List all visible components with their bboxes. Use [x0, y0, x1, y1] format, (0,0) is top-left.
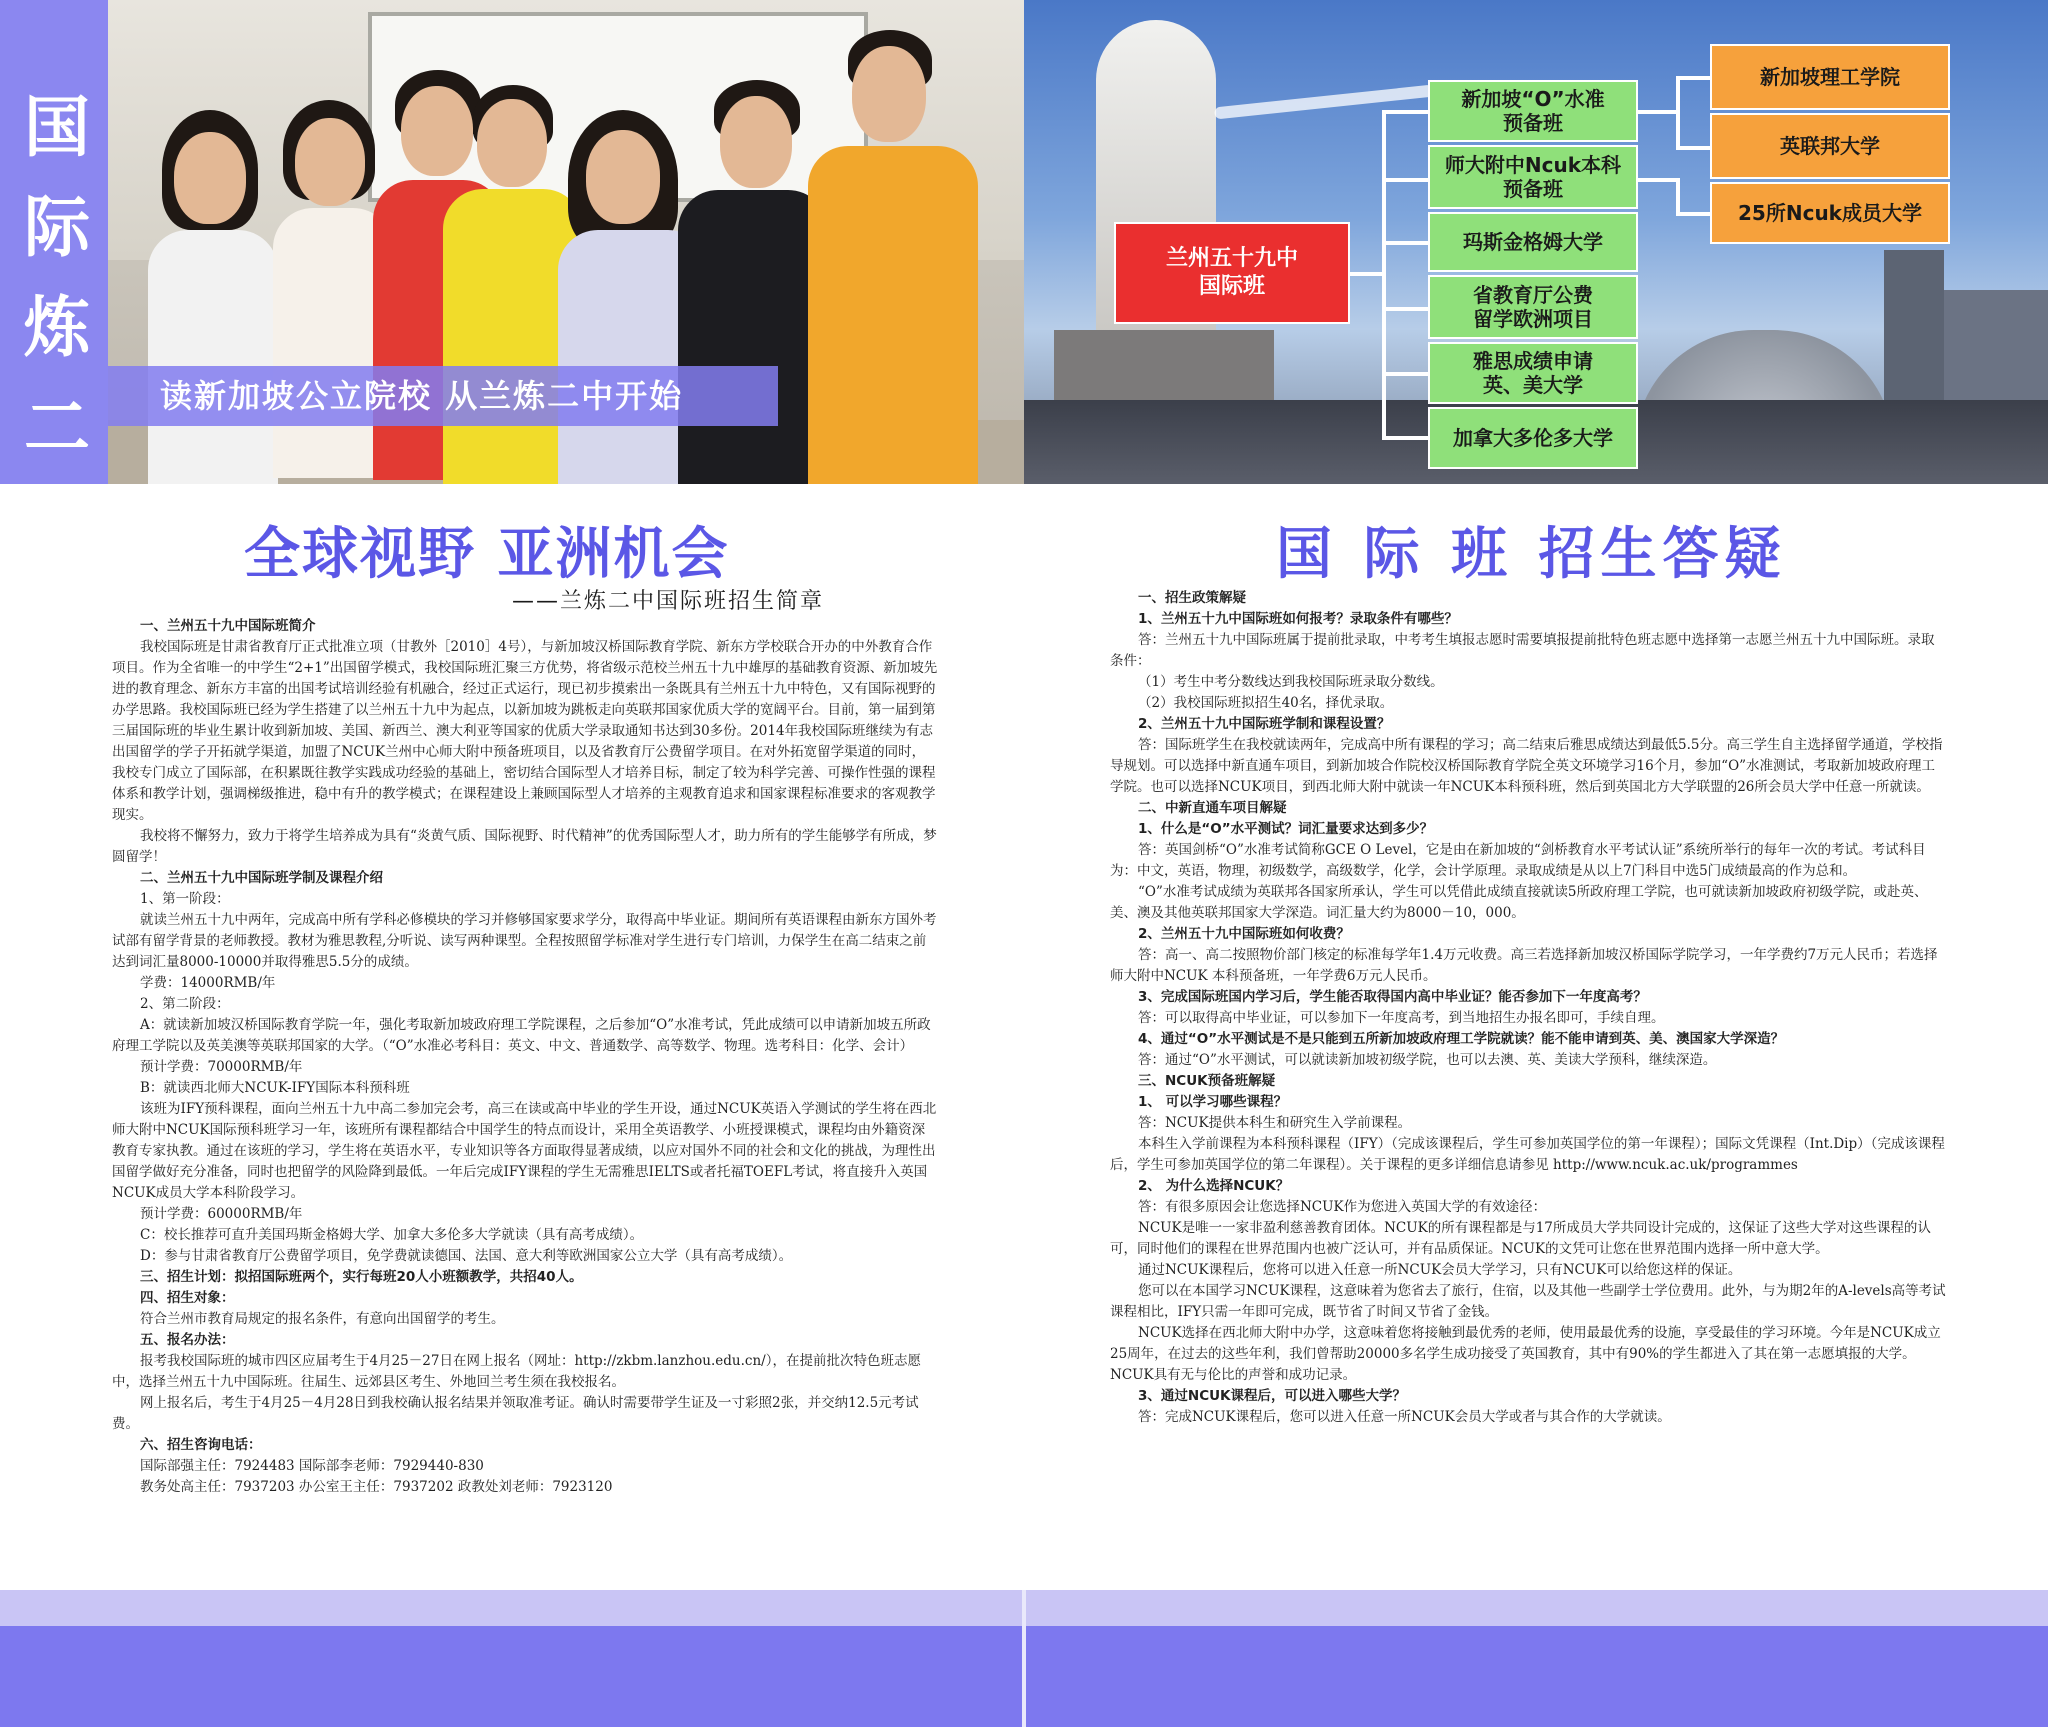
- section-heading: 4、通过“O”水平测试是不是只能到五所新加坡政府理工学院就读？能不能申请到英、美、澳国家大学深造？: [1138, 1031, 1785, 1047]
- paragraph: 通过NCUK课程后，您将可以进入任意一所NCUK会员大学学习，只有NCUK可以给您这样的保证。: [1138, 1262, 1742, 1278]
- pathway-box: 雅思成绩申请 英、美大学: [1428, 342, 1638, 404]
- section-heading: 2、兰州五十九中国际班学制和课程设置？: [1138, 716, 1391, 732]
- paragraph: 我校将不懈努力，致力于将学生培养成为具有“炎黄气质、国际视野、时代精神”的优秀国际型人才，助力所有的学生能够学有所成，梦圆留学！: [112, 828, 937, 865]
- destination-box: 新加坡理工学院: [1710, 44, 1950, 110]
- paragraph: D：参与甘肃省教育厅公费留学项目，免学费就读德国、法国、意大利等欧洲国家公立大学（具有高考成绩）。: [140, 1248, 793, 1264]
- section-heading: 1、 可以学习哪些课程？: [1138, 1094, 1288, 1110]
- section-heading: 二、兰州五十九中国际班学制及课程介绍: [140, 870, 383, 886]
- section-heading: 一、兰州五十九中国际班简介: [140, 618, 316, 634]
- paragraph: 答：NCUK提供本科生和研究生入学前课程。: [1138, 1115, 1412, 1131]
- slogan-text: 读新加坡公立院校 从兰炼二中开始: [160, 377, 684, 415]
- pathway-box: 新加坡“O”水准 预备班: [1428, 80, 1638, 142]
- left-subtitle: ——兰炼二中国际班招生简章: [512, 589, 825, 614]
- section-heading: 三、招生计划：拟招国际班两个，实行每班20人小班额教学，共招40人。: [140, 1269, 583, 1285]
- paragraph: 学费：14000RMB/年: [140, 975, 276, 991]
- paragraph: 答：有很多原因会让您选择NCUK作为您进入英国大学的有效途径：: [1138, 1199, 1547, 1215]
- paragraph: 2、第二阶段：: [140, 996, 230, 1012]
- paragraph: 报考我校国际班的城市四区应届考生于4月25－27日在网上报名（网址：http://zkbm.lanzhou.edu.cn/），在提前批次特色班志愿中，选择兰州五十九中国际班。往届生、远郊县区考生、外地回兰考生须在我校报名。: [112, 1353, 921, 1390]
- paragraph: （1）考生中考分数线达到我校国际班录取分数线。: [1138, 674, 1444, 690]
- section-heading: 1、兰州五十九中国际班如何报考？录取条件有哪些？: [1138, 611, 1458, 627]
- section-heading: 二、中新直通车项目解疑: [1138, 800, 1287, 816]
- paragraph: 本科生入学前课程为本科预科课程（IFY）（完成该课程后，学生可参加英国学位的第一年课程）；国际文凭课程（Int.Dip）（完成该课程后，学生可参加英国学位的第二年课程）。关于课程的更多详细信息请参见 http://www.ncuk.ac.uk/programmes: [1110, 1136, 1945, 1173]
- source-box: 兰州五十九中 国际班: [1114, 222, 1350, 324]
- paragraph: 就读兰州五十九中两年，完成高中所有学科必修模块的学习并修够国家要求学分，取得高中毕业证。期间所有英语课程由新东方国外考试部有留学背景的老师教授。教材为雅思教程,分听说、读写两种课型。全程按照留学标准对学生进行专门培训，力保学生在高二结束之前达到词汇量8000-10000并取得雅思5.5分的成绩。: [112, 912, 937, 970]
- section-heading: 1、什么是“O”水平测试？词汇量要求达到多少？: [1138, 821, 1434, 837]
- paragraph: “O”水准考试成绩为英联邦各国家所承认，学生可以凭借此成绩直接就读5所政府理工学院，也可就读新加坡政府初级学院，或赴英、美、澳及其他英联邦国家大学深造。词汇量大约为8000－10，000。: [1110, 884, 1928, 921]
- top-left-banner: [0, 0, 1024, 484]
- section-heading: 三、NCUK预备班解疑: [1138, 1073, 1276, 1089]
- section-heading: 2、 为什么选择NCUK？: [1138, 1178, 1290, 1194]
- paragraph: 1、第一阶段：: [140, 891, 230, 907]
- footer-divider: [1022, 1590, 1026, 1727]
- right-column-text: [1110, 588, 1946, 1428]
- section-heading: 2、兰州五十九中国际班如何收费？: [1138, 926, 1350, 942]
- paragraph: B：就读西北师大NCUK-IFY国际本科预科班: [140, 1080, 410, 1096]
- side-title: 国际炼二: [24, 89, 90, 466]
- paragraph: 预计学费：70000RMB/年: [140, 1059, 303, 1075]
- paragraph: C：校长推荐可直升美国玛斯金格姆大学、加拿大多伦多大学就读（具有高考成绩）。: [140, 1227, 644, 1243]
- section-heading: 3、完成国际班国内学习后，学生能否取得国内高中毕业证？能否参加下一年度高考？: [1138, 989, 1647, 1005]
- paragraph: 符合兰州市教育局规定的报名条件，有意向出国留学的考生。: [140, 1311, 505, 1327]
- paragraph: 教务处高主任：7937203 办公室王主任：7937202 政教处刘老师：7923120: [140, 1479, 613, 1495]
- pathway-box: 加拿大多伦多大学: [1428, 407, 1638, 469]
- paragraph: 答：可以取得高中毕业证，可以参加下一年度高考，到当地招生办报名即可，手续自理。: [1138, 1010, 1665, 1026]
- pathway-box: 玛斯金格姆大学: [1428, 212, 1638, 272]
- section-heading: 四、招生对象：: [140, 1290, 235, 1306]
- section-heading: 一、招生政策解疑: [1138, 590, 1246, 606]
- paragraph: 答：高一、高二按照物价部门核定的标准每学年1.4万元收费。高三若选择新加坡汉桥国际学院学习，一年学费约7万元人民币；若选择师大附中NCUK 本科预备班，一年学费6万元人民币。: [1110, 947, 1938, 984]
- pathway-diagram: [1024, 0, 2048, 484]
- destination-box: 25所Ncuk成员大学: [1710, 182, 1950, 244]
- pathway-box: 省教育厅公费 留学欧洲项目: [1428, 275, 1638, 339]
- paragraph: 预计学费：60000RMB/年: [140, 1206, 303, 1222]
- paragraph: A：就读新加坡汉桥国际教育学院一年，强化考取新加坡政府理工学院课程，之后参加“O”水准考试，凭此成绩可以申请新加坡五所政府理工学院以及英美澳等英联邦国家的大学。（“O”水准必考科目：英文、中文、普通数学、高等数学、物理。选考科目：化学、会计）: [112, 1017, 931, 1054]
- section-heading: 六、招生咨询电话：: [140, 1437, 262, 1453]
- paragraph: （2）我校国际班拟招生40名，择优录取。: [1138, 695, 1394, 711]
- destination-box: 英联邦大学: [1710, 113, 1950, 179]
- paragraph: 答：通过“O”水平测试，可以就读新加坡初级学院，也可以去澳、英、美读大学预科，继续深造。: [1138, 1052, 1717, 1068]
- paragraph: 网上报名后，考生于4月25－4月28日到我校确认报名结果并领取准考证。确认时需要带学生证及一寸彩照2张，并交纳12.5元考试费。: [112, 1395, 919, 1432]
- paragraph: 您可以在本国学习NCUK课程，这意味着为您省去了旅行，住宿，以及其他一些副学士学位费用。此外，与为期2年的A-levels高等考试课程相比，IFY只需一年即可完成，既节省了时间又节省了金钱。: [1110, 1283, 1946, 1320]
- left-column-text: [112, 616, 938, 1498]
- paragraph: NCUK是唯一一家非盈利慈善教育团体。NCUK的所有课程都是与17所成员大学共同设计完成的，这保证了这些大学对这些课程的认可，同时他们的课程在世界范围内也被广泛认可，并有品质保证。NCUK的文凭可让您在世界范围内选择一所中意大学。: [1110, 1220, 1931, 1257]
- left-title: 全球视野 亚洲机会: [244, 522, 730, 587]
- pathway-box: 师大附中Ncuk本科 预备班: [1428, 145, 1638, 209]
- paragraph: NCUK选择在西北师大附中办学，这意味着您将接触到最优秀的老师，使用最最优秀的设施，享受最佳的学习环境。今年是NCUK成立25周年，在过去的这些年利，我们曾帮助20000多名学生成功接受了英国教育，其中有90%的学生都进入了其在第一志愿填报的大学。NCUK具有无与伦比的声誉和成功记录。: [1110, 1325, 1941, 1383]
- paragraph: 答：英国剑桥“O”水准考试简称GCE O Level，它是由在新加坡的“剑桥教育水平考试认证”系统所举行的每年一次的考试。考试科目为：中文，英语，物理，初级数学，高级数学，化学，会计学原理。录取成绩是从以上7门科目中选5门成绩最高的作为总和。: [1110, 842, 1926, 879]
- paragraph: 答：国际班学生在我校就读两年，完成高中所有课程的学习；高二结束后雅思成绩达到最低5.5分。高三学生自主选择留学通道，学校指导规划。可以选择中新直通车项目，到新加坡合作院校汉桥国际教育学院全英文环境学习16个月，参加“O”水准测试，考取新加坡政府理工学院。也可以选择NCUK项目，到西北师大附中就读一年NCUK本科预科班，然后到英国北方大学联盟的26所会员大学中任意一所就读。: [1110, 737, 1943, 795]
- paragraph: 我校国际班是甘肃省教育厅正式批准立项（甘教外［2010］4号），与新加坡汉桥国际教育学院、新东方学校联合开办的中外教育合作项目。作为全省唯一的中学生“2+1”出国留学模式，我校国际班汇聚三方优势，将省级示范校兰州五十九中雄厚的基础教育资源、新加坡先进的教育理念、新东方丰富的出国考试培训经验有机融合，经过正式运行，现已初步摸索出一条既具有兰州五十九中特色，又有国际视野的办学思路。我校国际班已经为学生搭建了以兰州五十九中为起点，以新加坡为跳板走向英联邦国家优质大学的宽阔平台。目前，第一届到第三届国际班的毕业生累计收到新加坡、美国、新西兰、澳大利亚等国家的优质大学录取通知书达到30多份。2014年我校国际班继续为有志出国留学的学子开拓就学渠道，加盟了NCUK兰州中心师大附中预备班项目，以及省教育厅公费留学项目。在对外拓宽留学渠道的同时，我校专门成立了国际部，在积累既往教学实践成功经验的基础上，密切结合国际型人才培养目标，制定了较为科学完善、可操作性强的课程体系和教学计划，强调梯级推进，稳中有升的教学模式；在课程建设上兼顾国际型人才培养的主观教育追求和国家课程标准要求的客观教学现实。: [112, 639, 938, 823]
- paragraph: 该班为IFY预科课程，面向兰州五十九中高二参加完会考，高三在读或高中毕业的学生开设，通过NCUK英语入学测试的学生将在西北师大附中NCUK国际预科班学习一年，该班所有课程都结合中国学生的特点而设计，采用全英语教学、小班授课模式，课程均由外籍资深教育专家执教。通过在该班的学习，学生将在英语水平，专业知识等各方面取得显著成绩，以应对国外不同的社会和文化的挑战，为理性出国留学做好充分准备，同时也把留学的风险降到最低。一年后完成IFY课程的学生无需雅思IELTS或者托福TOEFL考试，将直接升入英国NCUK成员大学本科阶段学习。: [112, 1101, 937, 1201]
- paragraph: 答：完成NCUK课程后，您可以进入任意一所NCUK会员大学或者与其合作的大学就读。: [1138, 1409, 1671, 1425]
- paragraph: 国际部强主任：7924483 国际部李老师：7929440-830: [140, 1458, 484, 1474]
- section-heading: 五、报名办法：: [140, 1332, 235, 1348]
- section-heading: 3、通过NCUK课程后，可以进入哪些大学？: [1138, 1388, 1407, 1404]
- right-title: 国 际 班 招生答疑: [1276, 522, 1787, 587]
- paragraph: 答：兰州五十九中国际班属于提前批录取，中考考生填报志愿时需要填报提前批特色班志愿中选择第一志愿兰州五十九中国际班。录取条件：: [1110, 632, 1935, 669]
